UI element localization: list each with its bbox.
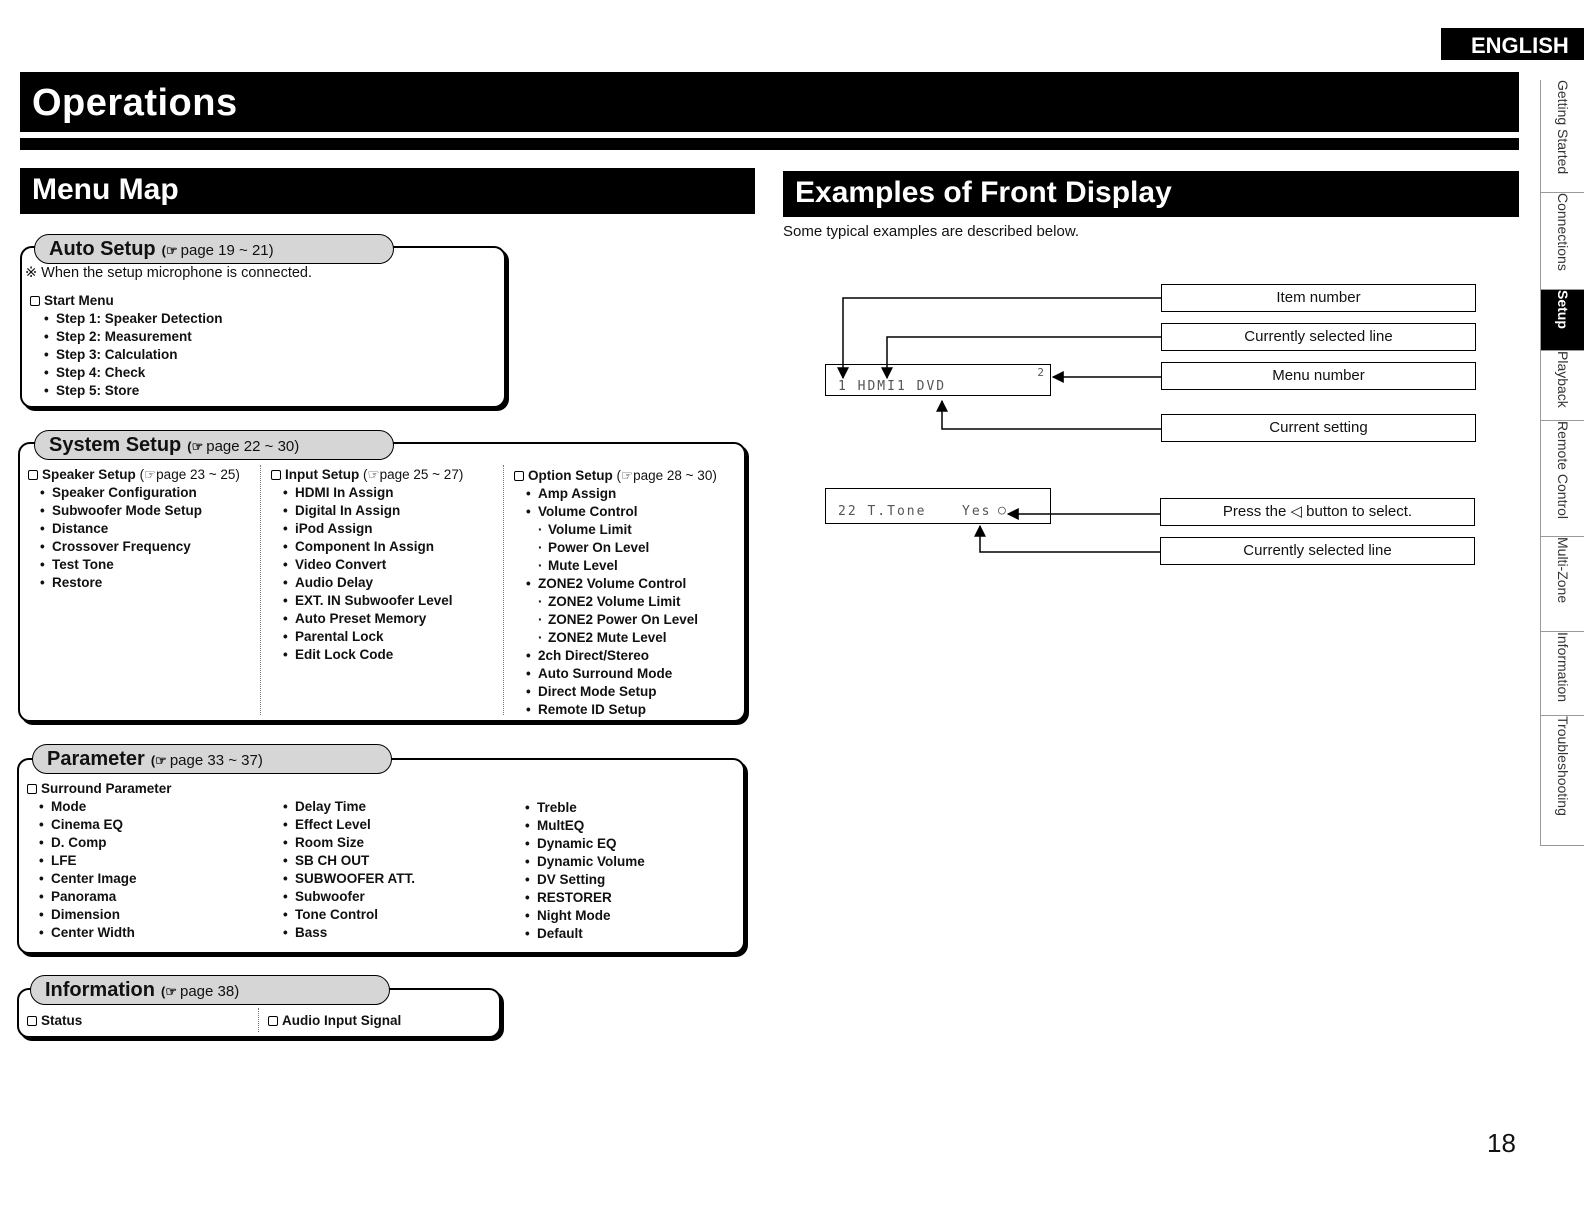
surround-parameter-label: Surround Parameter (41, 781, 172, 796)
speaker-setup-page-ref: page 23 ~ 25) (156, 467, 240, 482)
side-tab-setup[interactable]: Setup (1540, 290, 1584, 351)
list-item: • Delay Time (281, 798, 415, 816)
list-item: • Volume Control (524, 503, 717, 521)
list-item: • SUBWOOFER ATT. (281, 870, 415, 888)
list-item: • Step 4: Check (42, 364, 223, 382)
list-item: • Center Width (37, 924, 172, 942)
list-item: • Panorama (37, 888, 172, 906)
list-subitem: · ZONE2 Mute Level (524, 629, 717, 647)
list-item: • Amp Assign (524, 485, 717, 503)
side-tab-information[interactable]: Information (1540, 632, 1584, 716)
list-item: • Step 2: Measurement (42, 328, 223, 346)
press-button-label: Press the ◁ button to select. (1160, 498, 1475, 526)
list-item: • Audio Delay (281, 574, 463, 592)
list-item: • Center Image (37, 870, 172, 888)
pointing-hand-icon: (☞ (616, 468, 634, 483)
list-item: • Dynamic Volume (523, 853, 645, 871)
pointing-hand-icon: (☞ (139, 467, 157, 482)
list-subitem: · Volume Limit (524, 521, 717, 539)
language-badge: ENGLISH (1441, 28, 1584, 60)
list-item: • Remote ID Setup (524, 701, 717, 719)
list-item: • Step 3: Calculation (42, 346, 223, 364)
display2-text: 22 T.Tone (838, 504, 927, 519)
audio-input-signal-label: Audio Input Signal (282, 1013, 402, 1028)
list-item: • Restore (38, 574, 240, 592)
list-item: • HDMI In Assign (281, 484, 463, 502)
display1-menu-number: 2 (1037, 366, 1046, 379)
side-tab-getting-started[interactable]: Getting Started (1540, 80, 1584, 193)
option-setup-page-ref: page 28 ~ 30) (633, 468, 717, 483)
display2-value: Yes (962, 504, 992, 519)
list-item: • Speaker Configuration (38, 484, 240, 502)
status-label: Status (41, 1013, 83, 1028)
list-item: • Tone Control (281, 906, 415, 924)
parameter-page-ref: page 33 ~ 37) (169, 752, 263, 769)
list-item: • DV Setting (523, 871, 645, 889)
cursor-circle-icon: ○ (998, 503, 1008, 518)
menu-number-label: Menu number (1161, 362, 1476, 390)
list-item: • EXT. IN Subwoofer Level (281, 592, 463, 610)
list-item: • Crossover Frequency (38, 538, 240, 556)
examples-heading: Examples of Front Display (783, 171, 1519, 217)
list-subitem: · ZONE2 Power On Level (524, 611, 717, 629)
list-item: • Subwoofer (281, 888, 415, 906)
list-item: • Step 5: Store (42, 382, 223, 400)
list-item: • Test Tone (38, 556, 240, 574)
list-item: • LFE (37, 852, 172, 870)
list-item: • Cinema EQ (37, 816, 172, 834)
selected-line-2-connector (980, 526, 1160, 552)
input-setup-label: Input Setup (285, 467, 360, 482)
page-number: 18 (1487, 1128, 1516, 1158)
information-title: Information (45, 979, 155, 1001)
list-item: • Treble (523, 799, 645, 817)
option-setup-label: Option Setup (528, 468, 613, 483)
pointing-hand-icon: (☞ (150, 753, 167, 768)
list-item: • Bass (281, 924, 415, 942)
start-menu-label: Start Menu (44, 293, 114, 308)
input-setup-page-ref: page 25 ~ 27) (379, 467, 464, 482)
list-item: • Auto Preset Memory (281, 610, 463, 628)
system-setup-title: System Setup (49, 434, 182, 456)
list-subitem: · Power On Level (524, 539, 717, 557)
side-tab-connections[interactable]: Connections (1540, 193, 1584, 290)
menu-map-heading: Menu Map (20, 168, 755, 214)
side-tab-multi-zone[interactable]: Multi-Zone (1540, 537, 1584, 632)
current-setting-label: Current setting (1161, 414, 1476, 442)
parameter-title: Parameter (47, 748, 145, 770)
list-item: • iPod Assign (281, 520, 463, 538)
list-item: • Dynamic EQ (523, 835, 645, 853)
list-subitem: · ZONE2 Volume Limit (524, 593, 717, 611)
page-title: Operations (32, 82, 238, 124)
side-tab-troubleshooting[interactable]: Troubleshooting (1540, 716, 1584, 846)
examples-caption: Some typical examples are described below. (783, 223, 1079, 240)
list-item: • Dimension (37, 906, 172, 924)
list-item: • Parental Lock (281, 628, 463, 646)
list-item: • Default (523, 925, 645, 943)
side-tab-remote-control[interactable]: Remote Control (1540, 421, 1584, 537)
pointing-hand-icon: (☞ (363, 467, 380, 482)
list-item: • Mode (37, 798, 172, 816)
pointing-hand-icon: (☞ (187, 439, 204, 454)
list-item: • D. Comp (37, 834, 172, 852)
list-item: • Room Size (281, 834, 415, 852)
list-item: • Component In Assign (281, 538, 463, 556)
item-number-label: Item number (1161, 284, 1476, 312)
information-page-ref: page 38) (179, 983, 240, 1000)
list-item: • Night Mode (523, 907, 645, 925)
auto-setup-note: ※ When the setup microphone is connected. (25, 265, 313, 281)
list-item: • Distance (38, 520, 240, 538)
display1-text: 1 HDMI1 DVD (838, 379, 947, 394)
current-setting-connector (942, 401, 1161, 429)
item-number-connector (843, 298, 1161, 378)
list-item: • MultEQ (523, 817, 645, 835)
speaker-setup-label: Speaker Setup (42, 467, 136, 482)
auto-setup-title: Auto Setup (49, 238, 156, 260)
list-item: • Step 1: Speaker Detection (42, 310, 223, 328)
system-setup-page-ref: page 22 ~ 30) (206, 438, 300, 455)
list-item: • Direct Mode Setup (524, 683, 717, 701)
selected-line-label: Currently selected line (1161, 323, 1476, 351)
list-item: • Video Convert (281, 556, 463, 574)
list-item: • RESTORER (523, 889, 645, 907)
list-item: • Auto Surround Mode (524, 665, 717, 683)
list-item: • 2ch Direct/Stereo (524, 647, 717, 665)
auto-setup-page-ref: page 19 ~ 21) (180, 242, 274, 259)
list-item: • Effect Level (281, 816, 415, 834)
pointing-hand-icon: (☞ (161, 243, 178, 258)
side-tab-playback[interactable]: Playback (1540, 351, 1584, 421)
list-item: • ZONE2 Volume Control (524, 575, 717, 593)
list-item: • Subwoofer Mode Setup (38, 502, 240, 520)
list-item: • SB CH OUT (281, 852, 415, 870)
selected-line-label-2: Currently selected line (1160, 537, 1475, 565)
list-item: • Digital In Assign (281, 502, 463, 520)
list-item: • Edit Lock Code (281, 646, 463, 664)
pointing-hand-icon: (☞ (161, 984, 177, 999)
selected-line-connector (887, 337, 1161, 378)
list-subitem: · Mute Level (524, 557, 717, 575)
